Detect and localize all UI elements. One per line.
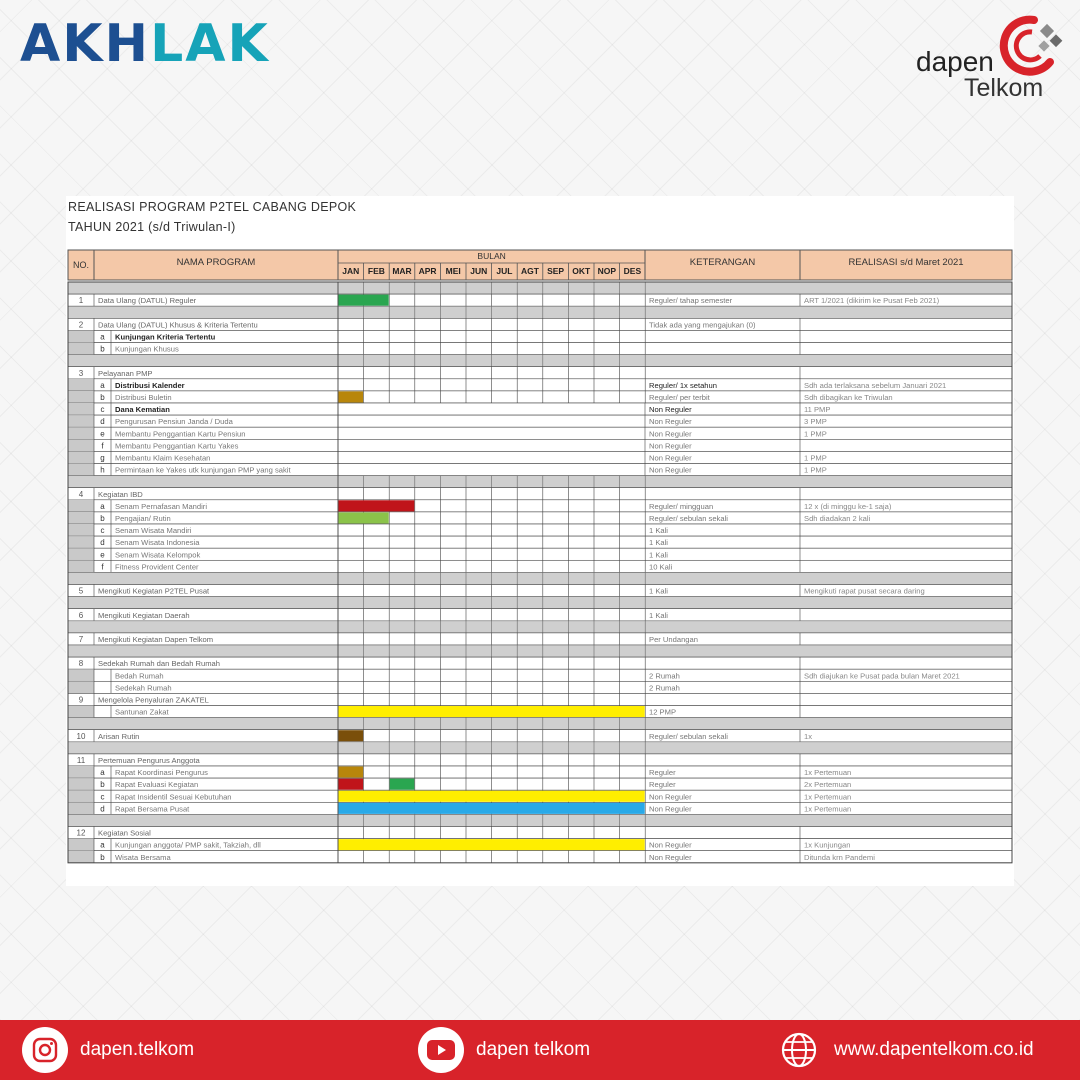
program-name: Permintaan ke Yakes utk kunjungan PMP yang sakit [115,465,291,475]
row-sub-letter: g [100,453,105,463]
keterangan-cell: Reguler [649,768,676,778]
keterangan-cell: Non Reguler [649,453,692,463]
header-month-sep: SEP [547,266,565,276]
realisasi-cell: 1x Pertemuan [804,804,852,814]
row-no-shade [68,403,94,415]
realisasi-cell: 1x [804,731,813,741]
month-bar [339,391,364,402]
row-no-shade [68,343,94,355]
spacer-row [68,282,1012,294]
spacer-cell [68,621,1012,633]
keterangan-cell: Reguler/ sebulan sekali [649,731,728,741]
month-bar [339,779,364,790]
month-bar [339,803,645,814]
youtube-channel: dapen telkom [476,1039,591,1060]
program-name: Membantu Klaim Kesehatan [115,453,211,463]
program-name: Mengikuti Kegiatan P2TEL Pusat [98,586,210,596]
month-bar [339,730,364,741]
header-month-mar: MAR [392,266,412,276]
program-name: Wisata Bersama [115,852,171,862]
program-name: Pelayanan PMP [98,368,153,378]
table-row [68,754,1012,766]
header-month-jun: JUN [470,266,488,276]
row-no-shade [68,839,94,851]
spacer-cell [68,572,1012,584]
keterangan-cell: Reguler/ 1x setahun [649,380,717,390]
month-bar [339,512,389,523]
table-row [68,706,1012,718]
row-no-shade [68,851,94,863]
spacer-row [68,814,1012,826]
program-name: Santunan Zakat [115,707,169,717]
program-name: Pengurusan Pensiun Janda / Duda [115,417,233,427]
row-sub-letter: a [100,332,105,342]
month-bar [339,295,389,306]
row-number: 6 [78,610,84,620]
realisasi-cell: Sdh diadakan 2 kali [804,514,871,523]
keterangan-cell: 1 Kali [649,610,668,620]
keterangan-cell: Non Reguler [649,429,692,439]
program-name: Membantu Penggantian Kartu Pensiun [115,429,246,439]
row-cell [68,343,1012,355]
row-number: 12 [76,828,86,838]
header-realisasi: REALISASI s/d Maret 2021 [848,257,964,268]
header-month-apr: APR [418,266,437,276]
row-number: 9 [78,695,84,705]
youtube-icon [418,1027,464,1073]
header-month-des: DES [623,266,642,276]
keterangan-cell: Non Reguler [649,840,692,850]
keterangan-cell: Non Reguler [649,441,692,451]
program-name: Distribusi Kalender [115,380,185,390]
table-row [68,548,1012,560]
table-row [68,367,1012,379]
row-number: 8 [78,659,84,669]
header-month-feb: FEB [367,266,385,276]
program-name: Rapat Koordinasi Pengurus [115,768,208,778]
program-name: Mengelola Penyaluran ZAKATEL [98,695,209,705]
row-no-shade [68,669,94,681]
spacer-cell [68,282,1012,294]
header-month-okt: OKT [572,266,591,276]
row-number: 5 [78,586,84,596]
keterangan-cell: Reguler/ per terbit [649,393,710,402]
footer-bar [0,1020,1080,1080]
program-name: Kegiatan Sosial [98,828,151,838]
row-cell [68,730,1012,742]
row-no-shade [68,500,94,512]
footer-website[interactable] [776,1020,1034,1080]
keterangan-cell: 1 Kali [649,550,668,560]
row-sub-letter: b [100,780,105,790]
program-name: Fitness Provident Center [115,562,199,572]
instagram-handle: dapen.telkom [80,1039,195,1060]
realisasi-cell: 1x Pertemuan [804,768,852,778]
realisasi-cell: 1 PMP [804,429,827,439]
spacer-row [68,645,1012,657]
row-cell [68,778,1012,790]
row-cell [68,754,1012,766]
spacer-row [68,621,1012,633]
row-no-shade [68,802,94,814]
program-name: Data Ulang (DATUL) Reguler [98,296,197,306]
table-row [68,730,1012,742]
program-name: Pengajian/ Rutin [115,514,171,523]
row-number: 10 [76,731,86,741]
header-month-agt: AGT [521,266,539,276]
program-name: Pertemuan Pengurus Anggota [98,756,200,765]
header-month-nop: NOP [597,266,617,276]
row-sub-letter: d [100,804,105,814]
program-name: Senam Wisata Mandiri [115,526,192,536]
realisasi-cell: Sdh diajukan ke Pusat pada bulan Maret 2021 [804,671,960,681]
spacer-cell [68,645,1012,657]
telkom-logo-text: Telkom [964,74,1044,102]
row-cell [68,548,1012,560]
table-row [68,536,1012,548]
row-sub-letter: b [100,514,105,523]
row-sub-letter: b [100,393,105,402]
row-cell [68,560,1012,572]
keterangan-cell: Non Reguler [649,465,692,475]
table-row [68,524,1012,536]
month-bar [339,706,645,717]
table-row [68,766,1012,778]
table-row [68,609,1012,621]
month-bar [339,767,364,778]
row-number: 1 [78,296,84,306]
row-no-shade [68,778,94,790]
row-no-shade [68,766,94,778]
spacer-cell [68,814,1012,826]
row-sub-letter: f [101,562,104,572]
row-number: 11 [76,756,86,765]
month-bar [339,500,415,511]
row-number: 7 [78,635,84,644]
keterangan-cell: Reguler/ mingguan [649,501,714,511]
row-cell [68,536,1012,548]
table-row [68,403,1012,415]
realisasi-cell: 1 PMP [804,465,827,475]
header-bulan: BULAN [477,251,506,261]
row-sub-letter: a [100,501,105,511]
program-name: Rapat Evaluasi Kegiatan [115,780,199,790]
row-no-shade [68,512,94,524]
row-no-shade [68,524,94,536]
row-sub-letter: a [100,380,105,390]
program-name: Senam Pernafasan Mandiri [115,501,208,511]
table-row [68,560,1012,572]
spacer-row [68,597,1012,609]
keterangan-cell: Non Reguler [649,405,692,415]
realisasi-cell: Mengikuti rapat pusat secara daring [804,586,925,596]
keterangan-cell: 2 Rumah [649,683,680,693]
spacer-row [68,718,1012,730]
spacer-cell [68,355,1012,367]
row-sub-letter: c [100,405,105,415]
realisasi-cell: 11 PMP [804,405,831,415]
spacer-cell [68,742,1012,754]
spacer-cell [68,597,1012,609]
program-table [66,196,1014,886]
row-cell [68,609,1012,621]
row-sub-letter: h [100,465,105,475]
row-no-shade [68,706,94,718]
program-name: Mengikuti Kegiatan Dapen Telkom [98,635,214,644]
month-bar [339,791,645,802]
program-name: Mengikuti Kegiatan Daerah [98,610,190,620]
keterangan-cell: Non Reguler [649,804,692,814]
row-no-shade [68,790,94,802]
keterangan-cell: Reguler/ sebulan sekali [649,514,728,523]
keterangan-cell: Non Reguler [649,852,692,862]
realisasi-cell: 2x Pertemuan [804,780,852,790]
keterangan-cell: 12 PMP [649,707,677,717]
dapen-logo-mark-icon [994,12,1066,78]
dapen-logo-text: dapen [916,46,994,77]
program-name: Senam Wisata Indonesia [115,538,200,548]
sheet-title-line2: TAHUN 2021 (s/d Triwulan-I) [68,220,236,234]
spacer-cell [68,718,1012,730]
table-row [68,681,1012,693]
row-no-shade [68,330,94,342]
table-row [68,343,1012,355]
spacer-row [68,306,1012,318]
program-name: Sedekah Rumah [115,683,172,693]
keterangan-cell: Tidak ada yang mengajukan (0) [649,320,756,330]
program-name: Kunjungan anggota/ PMP sakit, Takziah, dll [115,840,261,850]
row-sub-letter: c [100,526,105,536]
row-cell [68,766,1012,778]
program-name: Distribusi Buletin [115,393,172,402]
program-name: Bedah Rumah [115,671,164,681]
spacer-row [68,355,1012,367]
row-no-shade [68,464,94,476]
keterangan-cell: 1 Kali [649,586,668,596]
program-name: Data Ulang (DATUL) Khusus & Kriteria Tertentu [98,320,258,330]
realisasi-cell: ART 1/2021 (dikirim ke Pusat Feb 2021) [804,296,940,306]
row-number: 2 [78,320,84,330]
keterangan-cell: 1 Kali [649,538,668,548]
header-keterangan: KETERANGAN [689,257,756,268]
row-cell [68,512,1012,524]
realisasi-cell: 1x Kunjungan [804,840,851,850]
row-cell [68,488,1012,500]
row-cell [68,367,1012,379]
program-name: Rapat Insidentil Sesuai Kebutuhan [115,792,232,802]
spacer-row [68,476,1012,488]
row-number: 4 [78,489,84,499]
row-cell [68,403,1012,415]
row-cell [68,693,1012,705]
row-no-shade [68,439,94,451]
realisasi-cell: 1x Pertemuan [804,792,852,802]
row-sub-letter: e [100,429,105,439]
realisasi-cell: Sdh dibagikan ke Triwulan [804,393,893,402]
table-row [68,778,1012,790]
row-sub-letter: d [100,538,105,548]
row-sub-letter: a [100,768,105,778]
header-no: NO. [72,260,90,270]
program-name: Kunjungan Kriteria Tertentu [115,332,216,342]
keterangan-cell: Per Undangan [649,635,698,644]
spacer-cell [68,306,1012,318]
akhlak-logo: AKHLAK [20,14,270,74]
table-row [68,802,1012,814]
month-bar [390,779,415,790]
row-number: 3 [78,368,84,378]
row-sub-letter: d [100,417,105,427]
realisasi-cell: 3 PMP [804,417,827,427]
header-month-mei: MEI [445,266,461,276]
row-cell [68,524,1012,536]
program-name: Dana Kematian [115,405,170,415]
table-row [68,512,1012,524]
realisasi-cell: Sdh ada terlaksana sebelum Januari 2021 [804,380,947,390]
row-no-shade [68,548,94,560]
row-sub-letter: a [100,840,105,850]
table-row [68,488,1012,500]
program-name: Kegiatan IBD [98,489,143,499]
header-month-jan: JAN [342,266,360,276]
spacer-row [68,572,1012,584]
spreadsheet-document [66,196,1014,886]
row-cell [68,827,1012,839]
realisasi-cell: Ditunda krn Pandemi [804,852,875,862]
keterangan-cell: Non Reguler [649,417,692,427]
footer-instagram[interactable] [22,1020,194,1080]
keterangan-cell: Non Reguler [649,792,692,802]
row-no-shade [68,451,94,463]
header-month-jul: JUL [496,266,513,276]
spacer-cell [68,476,1012,488]
keterangan-cell: Reguler [649,780,676,790]
keterangan-cell: 1 Kali [649,526,668,536]
program-name: Membantu Penggantian Kartu Yakes [115,441,239,451]
row-cell [68,681,1012,693]
realisasi-cell: 1 PMP [804,453,827,463]
program-name: Arisan Rutin [98,731,140,741]
row-no-shade [68,415,94,427]
program-name: Sedekah Rumah dan Bedah Rumah [98,659,221,669]
globe-icon [776,1027,822,1073]
row-sub-letter: b [100,852,105,862]
row-no-shade [68,391,94,403]
row-no-shade [68,681,94,693]
header-program: NAMA PROGRAM [176,257,256,268]
program-name: Rapat Bersama Pusat [115,804,190,814]
instagram-icon [22,1027,68,1073]
keterangan-cell: 10 Kali [649,562,673,572]
dapen-telkom-logo [910,10,1070,100]
keterangan-cell: 2 Rumah [649,671,680,681]
month-bar [339,839,645,850]
row-no-shade [68,427,94,439]
realisasi-cell: 12 x (di minggu ke-1 saja) [804,501,892,511]
table-row [68,827,1012,839]
program-name: Kunjungan Khusus [115,344,179,354]
row-sub-letter: b [100,344,105,354]
row-sub-letter: c [100,792,105,802]
program-name: Senam Wisata Kelompok [115,550,201,560]
keterangan-cell: Reguler/ tahap semester [649,296,733,306]
sheet-title-line1: REALISASI PROGRAM P2TEL CABANG DEPOK [68,200,357,214]
row-no-shade [68,536,94,548]
row-no-shade [68,379,94,391]
row-no-shade [68,560,94,572]
footer-youtube[interactable] [418,1020,590,1080]
table-row [68,693,1012,705]
row-sub-letter: f [101,441,104,451]
row-sub-letter: e [100,550,105,560]
website-url: www.dapentelkom.co.id [834,1039,1034,1060]
spacer-row [68,742,1012,754]
